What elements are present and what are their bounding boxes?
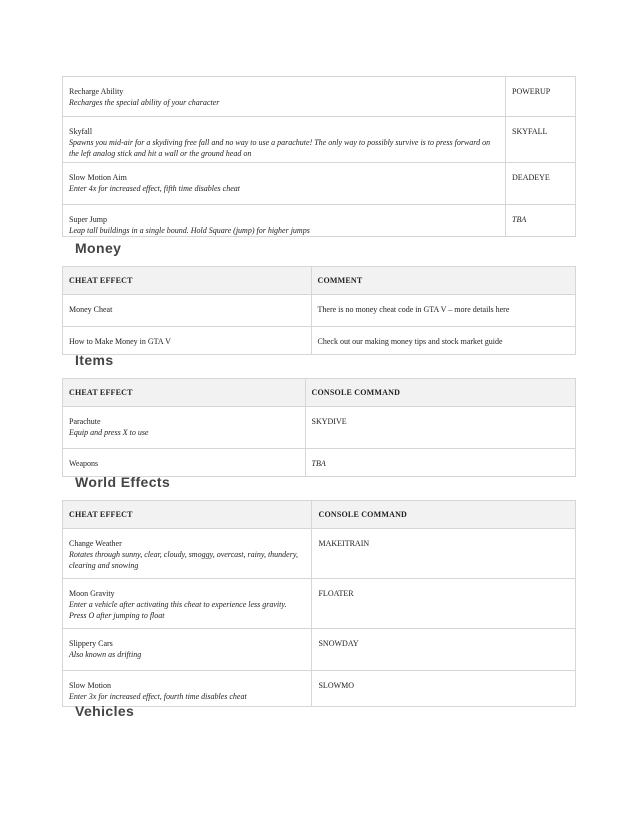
cheat-effect-cell [63,163,506,205]
console-command-cell: SLOWMO [312,671,576,707]
cheat-description: Also known as drifting [69,650,142,659]
table-row [63,449,576,477]
table-row [63,327,576,355]
console-command-cell: FLOATER [312,579,576,629]
abilities-table [62,76,576,237]
console-command-cell: SKYDIVE [305,407,575,449]
cheat-description: Enter 4x for increased effect, fifth time disables cheat [69,184,240,193]
section-heading-items: Items [75,352,114,368]
cheat-name: Skyfall [69,127,93,136]
cheat-effect-cell: How to Make Money in GTA V [63,327,312,355]
table-row [63,579,576,629]
console-command-cell: TBA [506,205,576,237]
cheat-name: Parachute [69,417,101,426]
cheat-name: Super Jump [69,215,107,224]
cheat-effect-cell [63,117,506,163]
console-command-cell: SKYFALL [506,117,576,163]
cheat-description: Rotates through sunny, clear, cloudy, smoggy, overcast, rainy, thundery, clearing and snowing [69,550,298,570]
comment-cell: Check out our making money tips and stock market guide [311,327,576,355]
console-command-cell: DEADEYE [506,163,576,205]
cheat-effect-cell [63,579,312,629]
table-row [63,77,576,117]
table-header-row [63,501,576,529]
cheat-name: Slow Motion [69,681,112,690]
table-row [63,671,576,707]
items-table [62,378,576,477]
cheat-name: Moon Gravity [69,589,115,598]
console-command-cell: MAKEITRAIN [312,529,576,579]
section-heading-world-effects: World Effects [75,474,171,490]
column-header: CONSOLE COMMAND [312,501,576,529]
cheat-effect-cell [63,629,312,671]
cheat-effect-cell [63,529,312,579]
cheat-description: Leap tall buildings in a single bound. Hold Square (jump) for higher jumps [69,226,310,235]
cheat-description: Enter a vehicle after activating this cheat to experience less gravity. Press O after jumping to float [69,600,287,620]
cheat-name: Recharge Ability [69,87,124,96]
table-row [63,205,576,237]
table-row [63,163,576,205]
cheat-effect-cell [63,407,306,449]
cheat-effect-cell: Money Cheat [63,295,312,327]
table-row [63,529,576,579]
section-heading-money: Money [75,240,122,256]
table-header-row [63,379,576,407]
column-header: COMMENT [311,267,576,295]
column-header: CHEAT EFFECT [63,501,312,529]
cheat-name: Slow Motion Aim [69,173,127,182]
table-row [63,117,576,163]
console-command-cell: TBA [305,449,575,477]
cheat-description: Spawns you mid-air for a skydiving free fall and no way to use a parachute! The only way to possibly survive is to press forward on the left analog stick and hit a wall or the ground head on [69,138,491,158]
cheat-effect-cell [63,205,506,237]
table-row [63,407,576,449]
console-command-cell: SNOWDAY [312,629,576,671]
table-row [63,629,576,671]
cheat-description: Equip and press X to use [69,428,149,437]
cheat-description: Recharges the special ability of your character [69,98,220,107]
cheat-effect-cell [63,671,312,707]
cheat-name: Slippery Cars [69,639,113,648]
cheat-effect-cell [63,77,506,117]
column-header: CHEAT EFFECT [63,379,306,407]
world-effects-table [62,500,576,707]
money-table [62,266,576,355]
column-header: CONSOLE COMMAND [305,379,575,407]
console-command-cell: POWERUP [506,77,576,117]
table-header-row [63,267,576,295]
table-row [63,295,576,327]
column-header: CHEAT EFFECT [63,267,312,295]
cheat-effect-cell: Weapons [63,449,306,477]
section-heading-vehicles: Vehicles [75,703,135,719]
cheat-name: Change Weather [69,539,122,548]
comment-cell: There is no money cheat code in GTA V – more details here [311,295,576,327]
cheat-description: Enter 3x for increased effect, fourth time disables cheat [69,692,247,701]
